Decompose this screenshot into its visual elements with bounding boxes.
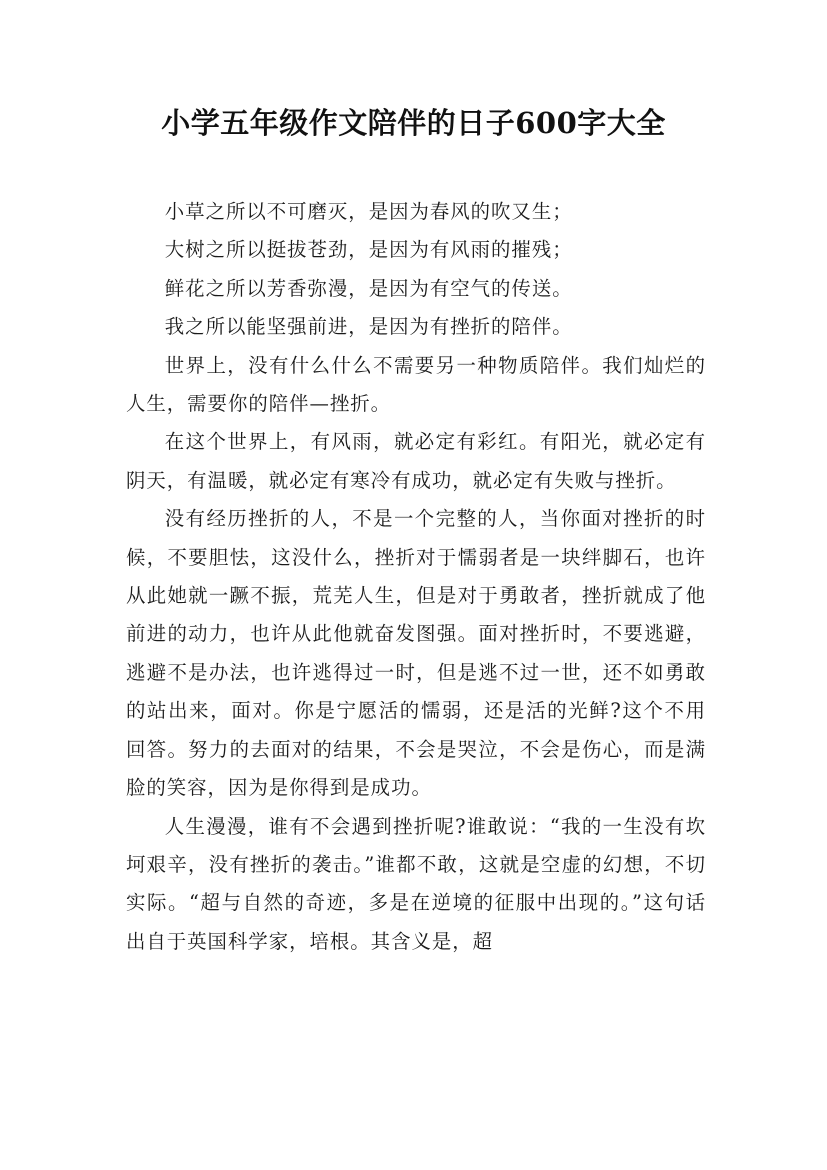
document-title: 小学五年级作文陪伴的日子600字大全 <box>161 106 666 140</box>
paragraph: 人生漫漫，谁有不会遇到挫折呢?谁敢说：“我的一生没有坎坷艰辛，没有挫折的袭击。”谁都不敢，这就是空虚的幻想，不切实际。“超与自然的奇迹，多是在逆境的征服中出现的。”这句话出自于英国科学家，培根。其含义是，超 <box>126 814 706 953</box>
paragraph: 大树之所以挺拔苍劲，是因为有风雨的摧残； <box>164 238 573 262</box>
paragraph: 小草之所以不可磨灭，是因为春风的吹又生； <box>164 200 573 223</box>
paragraph: 在这个世界上，有风雨，就必定有彩红。有阳光，就必定有阴天，有温暖，就必定有寒冷有成功，就必定有失败与挫折。 <box>126 430 706 492</box>
paragraph: 我之所以能坚强前进，是因为有挫折的陪伴。 <box>164 315 573 339</box>
paragraph: 没有经历挫折的人，不是一个完整的人，当你面对挫折的时候，不要胆怯，这没什么，挫折对于懦弱者是一块绊脚石，也许从此她就一蹶不振，荒芜人生，但是对于勇敢者，挫折就成了他前进的动力，也许从此他就奋发图强。面对挫折时，不要逃避，逃避不是办法，也许逃得过一时，但是逃不过一世，还不如勇敢的站出来，面对。你是宁愿活的懦弱，还是活的光鲜?这个不用回答。努力的去面对的结果，不会是哭泣，不会是伤心，而是满脸的笑容，因为是你得到是成功。 <box>126 507 706 800</box>
document-body <box>126 193 706 961</box>
paragraph: 鲜花之所以芳香弥漫，是因为有空气的传送。 <box>164 276 573 300</box>
paragraph: 世界上，没有什么什么不需要另一种物质陪伴。我们灿烂的人生，需要你的陪伴—挫折。 <box>126 353 706 416</box>
